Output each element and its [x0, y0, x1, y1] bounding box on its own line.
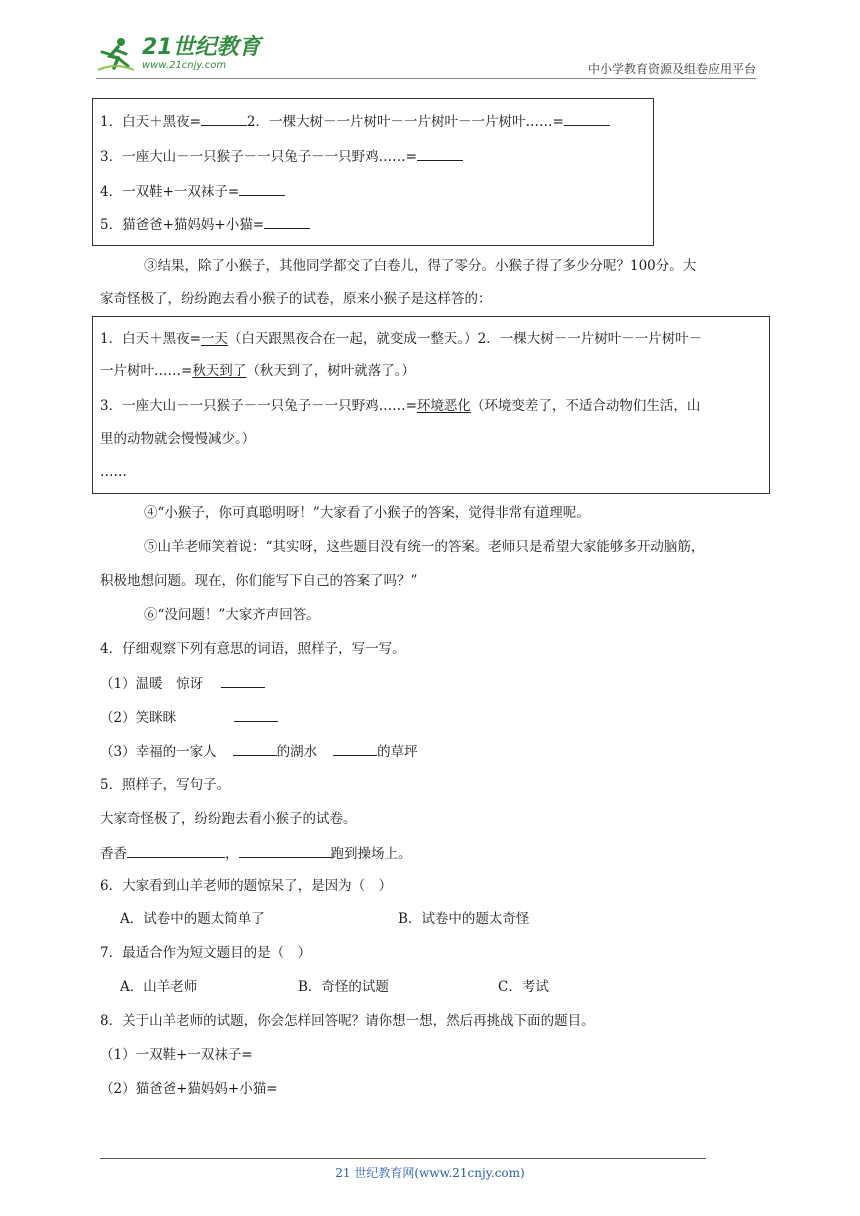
paragraph-3-line-2: 家奇怪极了，纷纷跑去看小猴子的试卷，原来小猴子是这样答的：: [100, 291, 492, 307]
answer-blank[interactable]: [264, 214, 310, 229]
answer-2-explanation: （秋天到了，树叶就落了。）: [246, 363, 416, 379]
box1-line-1: [100, 111, 610, 132]
paragraph-4: ④“小猴子，你可真聪明呀！”大家看了小猴子的答案，觉得非常有道理呢。: [144, 505, 590, 521]
runner-logo-icon: [96, 36, 136, 76]
answer-blank[interactable]: [127, 843, 225, 858]
logo-url: www.21cnjy.com: [142, 60, 227, 71]
answer-3-question: 3．一座大山－一只猴子－一只兔子－一只野鸡……=: [100, 398, 417, 414]
answer-blank[interactable]: [233, 741, 277, 756]
box1-line-2: [100, 146, 463, 167]
answer-blank[interactable]: [239, 843, 331, 858]
box2-line-1: [100, 329, 702, 349]
question-5-example: 大家奇怪极了，纷纷跑去看小猴子的试卷。: [100, 811, 357, 827]
q3-text: 3．一座大山－一只猴子－一只兔子－一只野鸡……=: [100, 149, 417, 165]
box1-line-4: [100, 214, 310, 235]
answer-blank[interactable]: [417, 146, 463, 161]
answer-blank[interactable]: [221, 673, 265, 688]
q4-item-3-lake: 的湖水: [276, 744, 318, 760]
answer-1-explanation: （白天跟黑夜合在一起，就变成一整天。）2．一棵大树－一片树叶－一片树叶－: [227, 331, 703, 347]
q5-comma: ，: [225, 846, 239, 862]
question-4-item-1: [100, 673, 265, 694]
answer-blank[interactable]: [234, 707, 278, 722]
answer-3: 环境恶化: [416, 398, 471, 414]
box1-line-3: [100, 181, 285, 202]
question-8-item-2: （2）猫爸爸+猫妈妈+小猫=: [100, 1081, 278, 1097]
answer-3-explanation: （环境变差了，不适合动物们生活，山: [470, 398, 701, 414]
answer-blank[interactable]: [239, 181, 285, 196]
q7-option-a[interactable]: A．山羊老师: [120, 979, 198, 995]
question-8-title: 8．关于山羊老师的试题，你会怎样回答呢？请你想一想，然后再挑战下面的题目。: [100, 1013, 595, 1029]
q5-text: 5．猫爸爸+猫妈妈+小猫=: [100, 217, 265, 233]
q5-subject: 香香: [100, 846, 127, 862]
answer-blank[interactable]: [201, 111, 247, 126]
q4-item-3-text: （3）幸福的一家人: [100, 744, 217, 760]
q4-item-3-lawn: 的草坪: [377, 744, 418, 760]
q4-text: 4．一双鞋+一双袜子=: [100, 184, 240, 200]
box2-line-2: [100, 361, 415, 381]
site-logo: [96, 36, 261, 80]
box2-ellipsis: ……: [100, 464, 127, 480]
q7-option-c[interactable]: C．考试: [498, 979, 549, 995]
q4-item-1-text: （1）温暖 惊讶: [100, 676, 204, 692]
question-7-title: 7．最适合作为短文题目的是（ ）: [100, 945, 312, 961]
question-5-fill: [100, 843, 412, 864]
q6-option-a[interactable]: A．试卷中的题太简单了: [120, 911, 265, 927]
page-header: [96, 36, 756, 80]
question-4-item-3: [100, 741, 418, 762]
question-4-item-2: [100, 707, 278, 728]
q6-option-b[interactable]: B．试卷中的题太奇怪: [398, 911, 530, 927]
paragraph-3-line-1: ③结果，除了小猴子，其他同学都交了白卷儿，得了零分。小猴子得了多少分呢？100分。大: [144, 258, 697, 274]
platform-label: 中小学教育资源及组卷应用平台: [587, 62, 756, 76]
answer-blank[interactable]: [333, 741, 377, 756]
paragraph-5-line-2: 积极地想问题。现在，你们能写下自己的答案了吗？”: [100, 573, 418, 589]
q5-ending: 跑到操场上。: [330, 846, 412, 862]
box2-line-3: [100, 396, 700, 416]
q1-text: 1．白天＋黑夜=: [100, 114, 201, 130]
q2-text: 2．一棵大树－一片树叶－一片树叶－一片树叶……=: [246, 114, 564, 130]
q7-option-b[interactable]: B．奇怪的试题: [298, 979, 389, 995]
question-6-title: 6．大家看到山羊老师的题惊呆了，是因为（ ）: [100, 878, 393, 894]
paragraph-5-line-1: ⑤山羊老师笑着说：“其实呀，这些题目没有统一的答案。老师只是希望大家能够多开动脑筋，: [144, 539, 705, 555]
question-5-title: 5．照样子，写句子。: [100, 777, 231, 793]
answer-2: 秋天到了: [192, 363, 247, 379]
question-4-title: 4．仔细观察下列有意思的词语，照样子，写一写。: [100, 641, 406, 657]
paragraph-6: ⑥“没问题！”大家齐声回答。: [144, 607, 320, 623]
answer-2-question: 一片树叶……=: [100, 363, 193, 379]
answer-blank[interactable]: [564, 111, 610, 126]
question-8-item-1: （1）一双鞋+一双袜子=: [100, 1047, 253, 1063]
footer-text: 21 世纪教育网(www.21cnjy.com): [335, 1166, 525, 1180]
q4-item-2-text: （2）笑眯眯: [100, 710, 177, 726]
footer-divider: [100, 1158, 706, 1159]
box2-line-4: 里的动物就会慢慢减少。）: [100, 431, 256, 447]
answer-1-question: 1．白天＋黑夜=: [100, 331, 201, 347]
logo-title: 21世纪教育: [142, 35, 261, 60]
answer-1: 一天: [200, 331, 228, 347]
header-divider: [96, 78, 756, 79]
